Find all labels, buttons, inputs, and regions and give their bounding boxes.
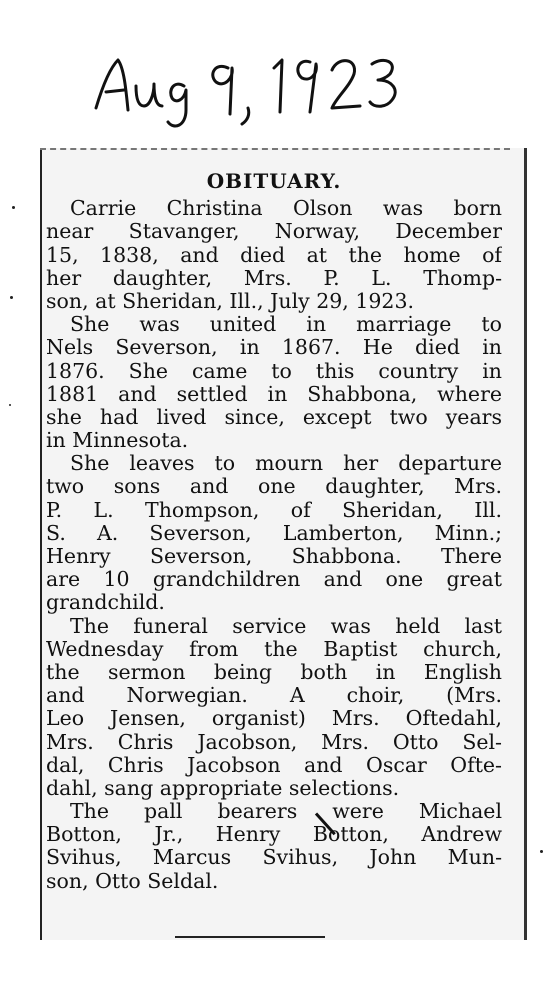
article-line: dal, Chris Jacobson and Oscar Ofte- <box>46 753 502 777</box>
article-line: Mrs. Chris Jacobson, Mrs. Otto Sel- <box>46 730 502 754</box>
handwritten-date <box>88 28 408 138</box>
article-body <box>46 197 502 893</box>
article-line: 1881 and settled in Shabbona, where <box>46 382 502 406</box>
obituary-article <box>46 170 502 893</box>
article-line: She was united in marriage to <box>70 313 502 337</box>
article-line: S. A. Severson, Lamberton, Minn.; <box>46 521 502 545</box>
article-line: near Stavanger, Norway, December <box>46 220 502 244</box>
article-line: The pall bearers were Michael <box>70 800 502 824</box>
article-line: dahl, sang appropriate selections. <box>46 776 400 800</box>
article-line: grandchild. <box>46 591 165 615</box>
article-line: her daughter, Mrs. P. L. Thomp- <box>46 266 502 290</box>
article-line: Carrie Christina Olson was born <box>70 197 502 221</box>
article-line: the sermon being both in English <box>46 660 502 684</box>
article-line: Svihus, Marcus Svihus, John Mun- <box>46 846 502 870</box>
article-line: Henry Severson, Shabbona. There <box>46 545 502 569</box>
article-line: The funeral service was held last <box>70 614 502 638</box>
article-line: are 10 grandchildren and one great <box>46 568 502 592</box>
article-line: she had lived since, except two years <box>46 405 502 429</box>
article-line: son, Otto Seldal. <box>46 869 219 893</box>
article-line: and Norwegian. A choir, (Mrs. <box>46 684 502 708</box>
ink-speck <box>12 206 15 209</box>
clipping-top-edge <box>40 148 510 153</box>
article-title: OBITUARY. <box>206 169 342 193</box>
ink-speck <box>10 296 13 299</box>
article-line: Botton, Jr., Henry Botton, Andrew <box>46 823 502 847</box>
article-line: She leaves to mourn her departure <box>70 452 502 476</box>
ink-speck <box>540 850 543 853</box>
article-line: two sons and one daughter, Mrs. <box>46 475 502 499</box>
article-line: 15, 1838, and died at the home of <box>46 243 502 267</box>
article-line: Nels Severson, in 1867. He died in <box>46 336 502 360</box>
ink-speck <box>9 404 11 406</box>
article-line: son, at Sheridan, Ill., July 29, 1923. <box>46 289 415 313</box>
article-line: 1876. She came to this country in <box>46 359 502 383</box>
article-line: Wednesday from the Baptist church, <box>46 637 502 661</box>
article-line: Leo Jensen, organist) Mrs. Oftedahl, <box>46 707 502 731</box>
article-line: in Minnesota. <box>46 429 189 453</box>
end-rule <box>175 936 325 938</box>
article-line: P. L. Thompson, of Sheridan, Ill. <box>46 498 502 522</box>
